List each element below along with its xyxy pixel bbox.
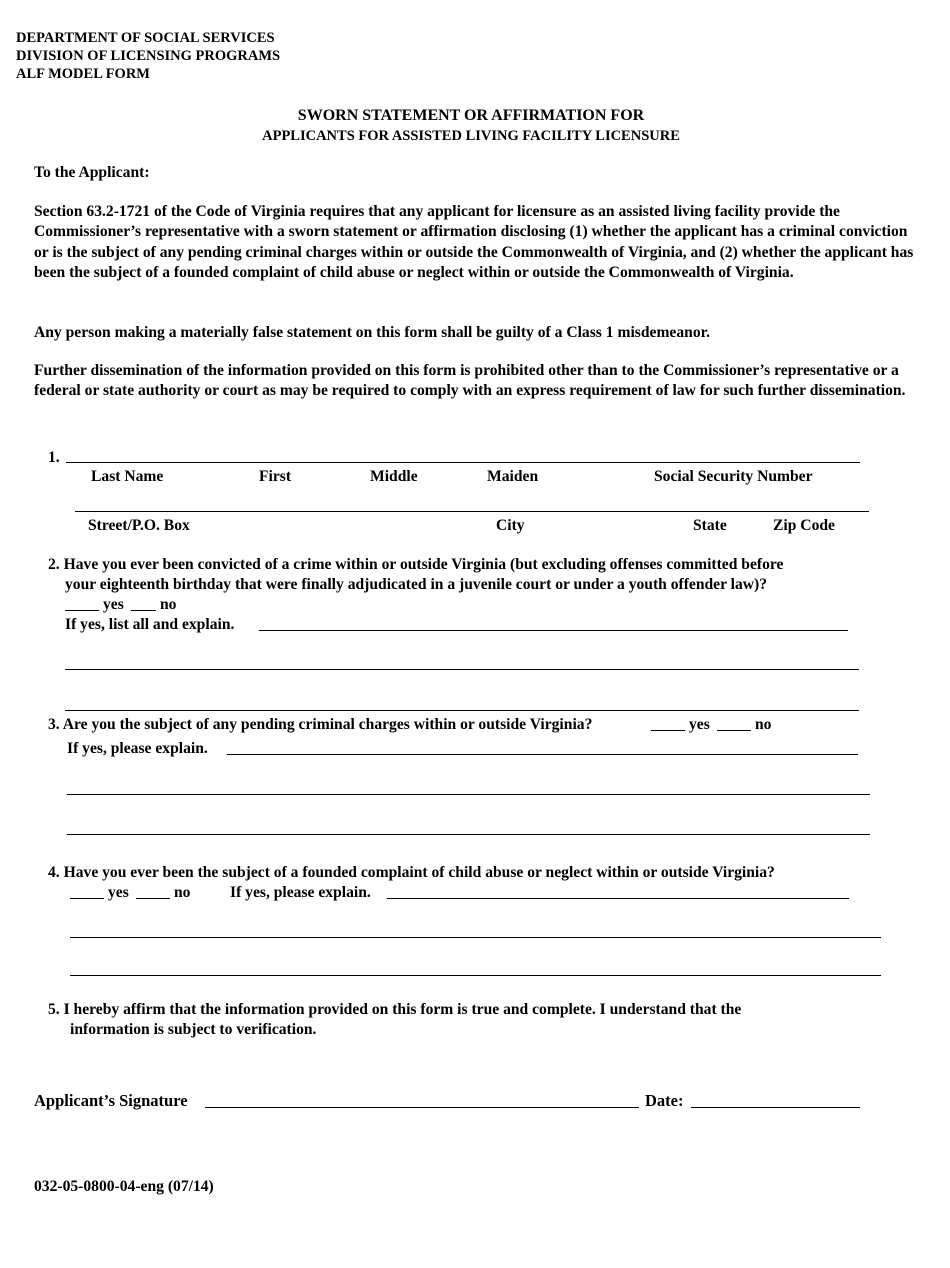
q4-yes-label: yes [108,884,129,901]
q3-question: 3. Are you the subject of any pending criminal charges within or outside Virginia? [48,716,593,733]
middle-name-label: Middle [370,468,418,485]
q3-explain-line-2[interactable] [67,794,870,795]
q3-explain-line-3[interactable] [67,834,870,835]
q1-number: 1. [48,449,60,466]
intro-paragraph-statute: Section 63.2-1721 of the Code of Virginia requires that any applicant for licensure as an assisted living facility provide the Commissioner’s representative with a sworn statement or affirmation disclosing (1) whether the applicant has a criminal conviction or is the subject of any pending criminal charges within or outside the Commonwealth of Virginia, and (2) whether the applicant has been the subject of a founded complaint of child abuse or neglect within or outside the Commonwealth of Virginia. [34,203,914,281]
intro-paragraph-penalty: Any person making a materially false statement on this form shall be guilty of a Class 1 misdemeanor. [34,324,711,341]
zip-label: Zip Code [773,517,835,534]
q3-yes-label: yes [689,716,710,733]
q2-yes-label: yes [103,596,124,613]
maiden-name-label: Maiden [487,468,539,485]
salutation: To the Applicant: [34,164,150,181]
name-ssn-field[interactable] [66,462,860,463]
q5-affirmation-line2: information is subject to verification. [70,1021,317,1038]
q3-no-blank[interactable] [717,730,751,731]
intro-paragraph-dissemination: Further dissemination of the information provided on this form is prohibited other than to the Commissioner’s representative or a federal or state authority or court as may be required to comply with an express requirement of law for such further dissemination. [34,362,906,400]
q2-explain-line-3[interactable] [65,710,859,711]
q2-question-line1: 2. Have you ever been convicted of a crime within or outside Virginia (but excluding offenses committed before [48,556,784,573]
signature-label: Applicant’s Signature [34,1091,188,1110]
q4-explain-line-2[interactable] [70,937,881,938]
q4-yes-blank[interactable] [70,898,104,899]
q2-explain-line-2[interactable] [65,669,859,670]
q2-question-line2: your eighteenth birthday that were finally adjudicated in a juvenile court or under a youth offender law)? [65,576,768,593]
q2-explain-label: If yes, list all and explain. [65,616,235,633]
first-name-label: First [259,468,292,485]
department-name: DEPARTMENT OF SOCIAL SERVICES [16,30,275,46]
q2-yes-blank[interactable] [65,610,99,611]
last-name-label: Last Name [91,468,164,485]
form-type: ALF MODEL FORM [16,66,150,82]
q2-no-blank[interactable] [131,610,156,611]
page-title: SWORN STATEMENT OR AFFIRMATION FOR [297,107,645,124]
city-label: City [496,517,525,534]
q2-explain-field[interactable] [259,630,848,631]
q4-explain-line-3[interactable] [70,975,881,976]
signature-field[interactable] [205,1107,639,1108]
q3-yes-blank[interactable] [651,730,685,731]
division-name: DIVISION OF LICENSING PROGRAMS [16,48,281,64]
q4-no-label: no [174,884,191,901]
address-field[interactable] [75,511,869,512]
q4-explain-field[interactable] [387,898,849,899]
q3-no-label: no [755,716,772,733]
q3-explain-label: If yes, please explain. [67,740,208,757]
state-label: State [693,517,727,534]
date-label: Date: [645,1091,684,1110]
q4-question: 4. Have you ever been the subject of a founded complaint of child abuse or neglect within or outside Virginia? [48,864,775,881]
q2-no-label: no [160,596,177,613]
ssn-label: Social Security Number [654,468,813,485]
q5-affirmation-line1: 5. I hereby affirm that the information provided on this form is true and complete. I understand that the [48,1001,742,1018]
q3-explain-field[interactable] [227,754,858,755]
form-number: 032-05-0800-04-eng (07/14) [34,1178,214,1195]
q4-explain-label: If yes, please explain. [230,884,371,901]
page-subtitle: APPLICANTS FOR ASSISTED LIVING FACILITY LICENSURE [262,128,680,144]
street-label: Street/P.O. Box [88,517,190,534]
date-field[interactable] [691,1107,860,1108]
q4-no-blank[interactable] [136,898,170,899]
